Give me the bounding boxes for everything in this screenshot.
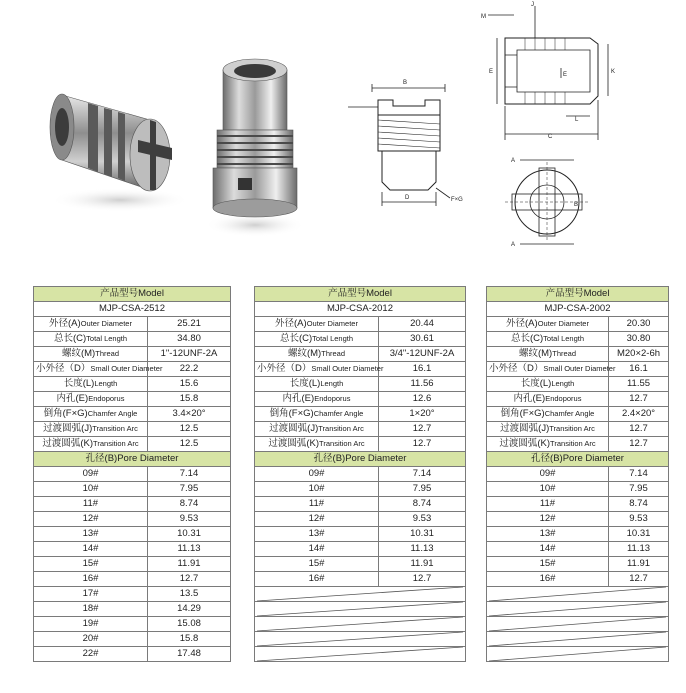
pore-row bbox=[255, 557, 466, 572]
spec-table-2012 bbox=[254, 286, 466, 662]
pore-row bbox=[34, 542, 231, 557]
row-label: 螺纹(M)Thread bbox=[255, 347, 379, 362]
pore-row bbox=[487, 542, 669, 557]
pore-row bbox=[34, 587, 231, 602]
row-value: 25.21 bbox=[148, 317, 231, 332]
pore-label: 孔径(B)Pore Diameter bbox=[34, 452, 231, 467]
row-label: 倒角(F×G)Chamfer Angle bbox=[34, 407, 148, 422]
model-name: MJP-CSA-2002 bbox=[487, 302, 669, 317]
row-value: 12.7 bbox=[609, 422, 669, 437]
pore-size: 09# bbox=[255, 467, 379, 482]
pore-row bbox=[487, 572, 669, 587]
row-value: 22.2 bbox=[148, 362, 231, 377]
pore-row bbox=[34, 467, 231, 482]
row-value: 12.7 bbox=[379, 437, 466, 452]
empty-cell-diagonal bbox=[487, 632, 669, 647]
row-label: 总长(C)Total Length bbox=[34, 332, 148, 347]
side-view-label-j: J bbox=[531, 2, 534, 8]
pore-value: 10.31 bbox=[379, 527, 466, 542]
row-value: 1"-12UNF-2A bbox=[148, 347, 231, 362]
row-label: 长度(L)Length bbox=[34, 377, 148, 392]
pore-size: 11# bbox=[255, 497, 379, 512]
pore-value: 11.13 bbox=[609, 542, 669, 557]
row-label: 内孔(E)Endoporus bbox=[487, 392, 609, 407]
pore-value: 8.74 bbox=[148, 497, 231, 512]
row-label: 外径(A)Outer Diameter bbox=[255, 317, 379, 332]
front-view-label-d: D bbox=[405, 195, 410, 201]
pore-size: 13# bbox=[487, 527, 609, 542]
pore-size: 10# bbox=[255, 482, 379, 497]
pore-value: 13.5 bbox=[148, 587, 231, 602]
pore-size: 16# bbox=[487, 572, 609, 587]
row-label: 过渡圆弧(J)Transition Arc bbox=[34, 422, 148, 437]
spec-table-2512 bbox=[33, 286, 231, 662]
empty-row bbox=[255, 602, 466, 617]
product-figure bbox=[0, 0, 686, 282]
row-label: 内孔(E)Endoporus bbox=[255, 392, 379, 407]
pore-label: 孔径(B)Pore Diameter bbox=[487, 452, 669, 467]
row-value: 12.6 bbox=[379, 392, 466, 407]
pore-value: 9.53 bbox=[379, 512, 466, 527]
pore-row bbox=[255, 527, 466, 542]
row-value: 11.55 bbox=[609, 377, 669, 392]
row-value: 30.61 bbox=[379, 332, 466, 347]
row-value: 20.30 bbox=[609, 317, 669, 332]
pore-value: 11.91 bbox=[379, 557, 466, 572]
row-value: M20×2-6h bbox=[609, 347, 669, 362]
row-value: 12.7 bbox=[379, 422, 466, 437]
pore-size: 15# bbox=[255, 557, 379, 572]
empty-cell-diagonal bbox=[255, 647, 466, 662]
pore-value: 10.31 bbox=[609, 527, 669, 542]
row-value: 12.7 bbox=[609, 392, 669, 407]
pore-value: 11.91 bbox=[609, 557, 669, 572]
pore-value: 14.29 bbox=[148, 602, 231, 617]
pore-value: 8.74 bbox=[379, 497, 466, 512]
model-label: 产品型号Model bbox=[255, 287, 466, 302]
row-label: 螺纹(M)Thread bbox=[487, 347, 609, 362]
pore-size: 14# bbox=[255, 542, 379, 557]
pore-row bbox=[255, 512, 466, 527]
pore-value: 7.14 bbox=[148, 467, 231, 482]
pore-value: 11.13 bbox=[148, 542, 231, 557]
pore-size: 09# bbox=[34, 467, 148, 482]
pore-row bbox=[34, 557, 231, 572]
pore-value: 10.31 bbox=[148, 527, 231, 542]
row-label: 过渡圆弧(J)Transition Arc bbox=[255, 422, 379, 437]
pore-size: 15# bbox=[34, 557, 148, 572]
pore-value: 9.53 bbox=[148, 512, 231, 527]
pore-value: 12.7 bbox=[379, 572, 466, 587]
row-value: 15.6 bbox=[148, 377, 231, 392]
pore-value: 9.53 bbox=[609, 512, 669, 527]
nozzle-photo-side bbox=[50, 94, 190, 212]
empty-cell-diagonal bbox=[255, 617, 466, 632]
row-value: 12.5 bbox=[148, 437, 231, 452]
pore-size: 12# bbox=[34, 512, 148, 527]
row-label: 倒角(F×G)Chamfer Angle bbox=[255, 407, 379, 422]
row-value: 15.8 bbox=[148, 392, 231, 407]
side-view-label-c: C bbox=[548, 134, 553, 140]
pore-size: 13# bbox=[255, 527, 379, 542]
pore-value: 12.7 bbox=[148, 572, 231, 587]
pore-value: 11.91 bbox=[148, 557, 231, 572]
row-label: 小外径（D）Small Outer Diameter bbox=[255, 362, 379, 377]
model-label: 产品型号Model bbox=[487, 287, 669, 302]
pore-size: 15# bbox=[487, 557, 609, 572]
empty-row bbox=[255, 647, 466, 662]
empty-cell-diagonal bbox=[255, 587, 466, 602]
row-label: 倒角(F×G)Chamfer Angle bbox=[487, 407, 609, 422]
pore-row bbox=[34, 512, 231, 527]
row-label: 螺纹(M)Thread bbox=[34, 347, 148, 362]
pore-size: 20# bbox=[34, 632, 148, 647]
nozzle-photo-upright bbox=[205, 59, 305, 237]
empty-row bbox=[487, 587, 669, 602]
end-view-label-a-bottom: A bbox=[511, 242, 516, 248]
pore-size: 14# bbox=[487, 542, 609, 557]
row-label: 长度(L)Length bbox=[487, 377, 609, 392]
row-value: 30.80 bbox=[609, 332, 669, 347]
empty-row bbox=[487, 647, 669, 662]
empty-row bbox=[255, 587, 466, 602]
pore-size: 11# bbox=[487, 497, 609, 512]
empty-cell-diagonal bbox=[487, 602, 669, 617]
front-view-label-b: B bbox=[403, 80, 408, 86]
row-value: 34.80 bbox=[148, 332, 231, 347]
side-view-label-l: L bbox=[575, 117, 579, 123]
pore-row bbox=[34, 572, 231, 587]
pore-label: 孔径(B)Pore Diameter bbox=[255, 452, 466, 467]
row-label: 外径(A)Outer Diameter bbox=[34, 317, 148, 332]
row-label: 过渡圆弧(K)Transition Arc bbox=[255, 437, 379, 452]
pore-row bbox=[34, 632, 231, 647]
pore-row bbox=[487, 512, 669, 527]
pore-value: 7.14 bbox=[609, 467, 669, 482]
row-value: 1×20° bbox=[379, 407, 466, 422]
pore-size: 12# bbox=[255, 512, 379, 527]
pore-value: 15.8 bbox=[148, 632, 231, 647]
pore-size: 16# bbox=[255, 572, 379, 587]
side-view-label-m: M bbox=[481, 14, 486, 20]
pore-size: 10# bbox=[34, 482, 148, 497]
side-view-label-e: E bbox=[489, 69, 494, 75]
row-label: 过渡圆弧(J)Transition Arc bbox=[487, 422, 609, 437]
row-value: 3/4"-12UNF-2A bbox=[379, 347, 466, 362]
pore-row bbox=[34, 482, 231, 497]
row-label: 总长(C)Total Length bbox=[487, 332, 609, 347]
empty-cell-diagonal bbox=[255, 632, 466, 647]
pore-value: 12.7 bbox=[609, 572, 669, 587]
pore-value: 15.08 bbox=[148, 617, 231, 632]
pore-size: 12# bbox=[487, 512, 609, 527]
spec-table-2002 bbox=[486, 286, 669, 662]
pore-value: 8.74 bbox=[609, 497, 669, 512]
pore-size: 17# bbox=[34, 587, 148, 602]
pore-value: 17.48 bbox=[148, 647, 231, 662]
pore-row bbox=[487, 527, 669, 542]
pore-row bbox=[255, 467, 466, 482]
row-value: 2.4×20° bbox=[609, 407, 669, 422]
pore-size: 13# bbox=[34, 527, 148, 542]
row-value: 12.5 bbox=[148, 422, 231, 437]
empty-row bbox=[255, 632, 466, 647]
row-label: 过渡圆弧(K)Transition Arc bbox=[487, 437, 609, 452]
row-value: 11.56 bbox=[379, 377, 466, 392]
pore-value: 11.13 bbox=[379, 542, 466, 557]
pore-value: 7.95 bbox=[379, 482, 466, 497]
pore-value: 7.95 bbox=[148, 482, 231, 497]
pore-row bbox=[255, 482, 466, 497]
pore-row bbox=[255, 542, 466, 557]
empty-cell-diagonal bbox=[487, 647, 669, 662]
pore-row bbox=[255, 572, 466, 587]
end-view-label-b: B bbox=[574, 202, 579, 208]
pore-size: 19# bbox=[34, 617, 148, 632]
pore-row bbox=[34, 497, 231, 512]
row-label: 小外径（D）Small Outer Diameter bbox=[34, 362, 148, 377]
side-view-label-k: K bbox=[611, 69, 616, 75]
pore-row bbox=[255, 497, 466, 512]
pore-size: 10# bbox=[487, 482, 609, 497]
model-label: 产品型号Model bbox=[34, 287, 231, 302]
empty-cell-diagonal bbox=[487, 587, 669, 602]
pore-row bbox=[487, 467, 669, 482]
row-value: 12.7 bbox=[609, 437, 669, 452]
pore-size: 14# bbox=[34, 542, 148, 557]
pore-size: 16# bbox=[34, 572, 148, 587]
pore-row bbox=[487, 557, 669, 572]
row-label: 总长(C)Total Length bbox=[255, 332, 379, 347]
row-value: 16.1 bbox=[609, 362, 669, 377]
empty-cell-diagonal bbox=[487, 617, 669, 632]
row-label: 长度(L)Length bbox=[255, 377, 379, 392]
row-value: 20.44 bbox=[379, 317, 466, 332]
pore-size: 11# bbox=[34, 497, 148, 512]
empty-row bbox=[255, 617, 466, 632]
pore-row bbox=[487, 482, 669, 497]
empty-row bbox=[487, 632, 669, 647]
pore-row bbox=[34, 527, 231, 542]
pore-row bbox=[34, 617, 231, 632]
end-view-label-a-top: A bbox=[511, 158, 516, 164]
pore-row bbox=[34, 602, 231, 617]
side-view-label-e2: E bbox=[563, 72, 568, 78]
row-label: 小外径（D）Small Outer Diameter bbox=[487, 362, 609, 377]
empty-row bbox=[487, 602, 669, 617]
pore-row bbox=[34, 647, 231, 662]
pore-size: 22# bbox=[34, 647, 148, 662]
row-label: 过渡圆弧(K)Transition Arc bbox=[34, 437, 148, 452]
row-label: 外径(A)Outer Diameter bbox=[487, 317, 609, 332]
empty-cell-diagonal bbox=[255, 602, 466, 617]
empty-row bbox=[487, 617, 669, 632]
row-label: 内孔(E)Endoporus bbox=[34, 392, 148, 407]
model-name: MJP-CSA-2512 bbox=[34, 302, 231, 317]
model-name: MJP-CSA-2012 bbox=[255, 302, 466, 317]
side-view-drawing bbox=[488, 6, 608, 140]
pore-value: 7.95 bbox=[609, 482, 669, 497]
front-view-drawing bbox=[348, 84, 450, 206]
row-value: 16.1 bbox=[379, 362, 466, 377]
pore-size: 18# bbox=[34, 602, 148, 617]
row-value: 3.4×20° bbox=[148, 407, 231, 422]
front-view-label-fg: F×G bbox=[451, 197, 463, 203]
pore-value: 7.14 bbox=[379, 467, 466, 482]
pore-size: 09# bbox=[487, 467, 609, 482]
pore-row bbox=[487, 497, 669, 512]
